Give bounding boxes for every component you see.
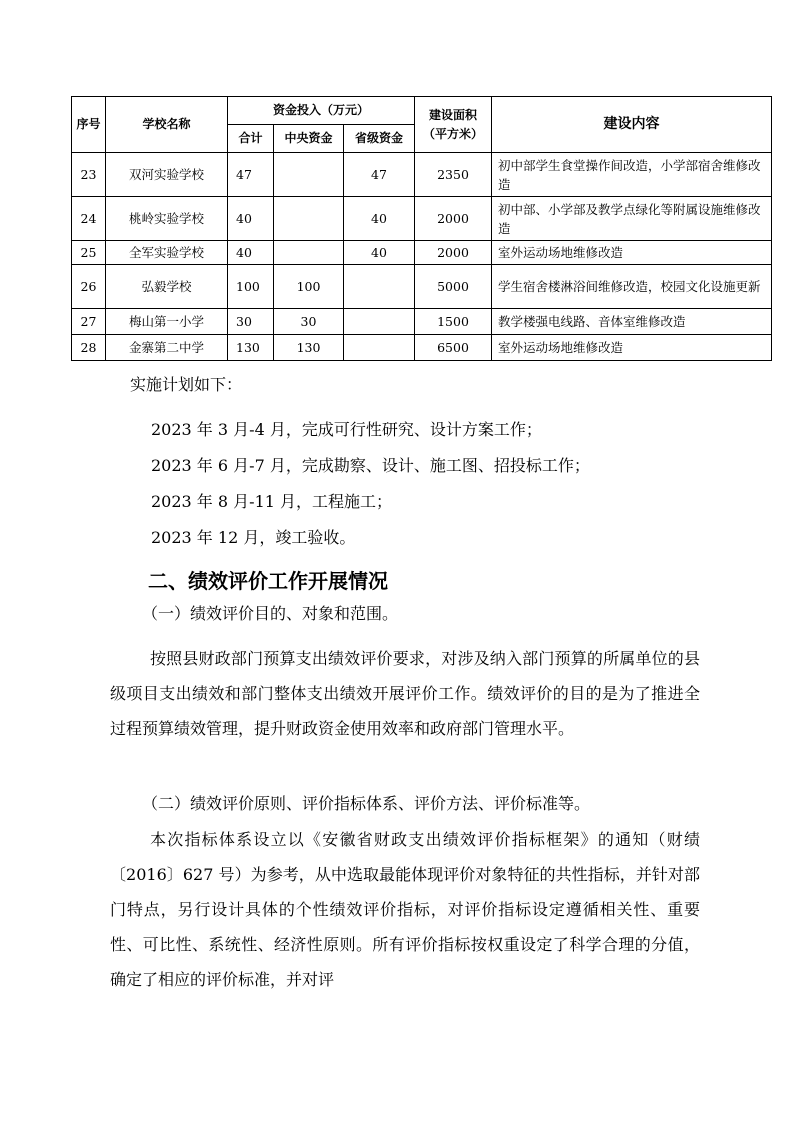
table-row <box>72 153 772 197</box>
table-row <box>72 241 772 265</box>
cell-provincial: 47 <box>344 153 415 197</box>
cell-school: 金寨第二中学 <box>106 335 228 361</box>
header-content: 建设内容 <box>492 97 772 153</box>
cell-no: 24 <box>72 197 106 241</box>
cell-no: 23 <box>72 153 106 197</box>
cell-total: 40 <box>228 241 274 265</box>
plan-item: 2023 年 6 月-7 月，完成勘察、设计、施工图、招投标工作； <box>151 456 590 475</box>
project-table <box>71 96 772 361</box>
cell-total: 40 <box>228 197 274 241</box>
table-row <box>72 197 772 241</box>
cell-total: 47 <box>228 153 274 197</box>
cell-provincial <box>344 335 415 361</box>
header-area: 建设面积（平方米） <box>415 97 492 153</box>
cell-content: 学生宿舍楼淋浴间维修改造，校园文化设施更新 <box>492 265 772 309</box>
cell-area: 1500 <box>415 309 492 335</box>
header-no: 序号 <box>72 97 106 153</box>
header-total: 合计 <box>228 125 274 153</box>
cell-school: 双河实验学校 <box>106 153 228 197</box>
cell-no: 26 <box>72 265 106 309</box>
table-row <box>72 309 772 335</box>
cell-no: 27 <box>72 309 106 335</box>
cell-content: 教学楼强电线路、音体室维修改造 <box>492 309 772 335</box>
plan-intro: 实施计划如下： <box>130 375 243 394</box>
paragraph-1: 按照县财政部门预算支出绩效评价要求，对涉及纳入部门预算的所属单位的县级项目支出绩效和部门整体支出绩效开展评价工作。绩效评价的目的是为了推进全过程预算绩效管理，提升财政资金使用效率和政府部门管理水平。 <box>110 649 700 738</box>
cell-content: 初中部、小学部及教学点绿化等附属设施维修改造 <box>492 197 772 241</box>
cell-area: 2000 <box>415 197 492 241</box>
subheading-1: （一）绩效评价目的、对象和范围。 <box>142 604 399 623</box>
cell-area: 5000 <box>415 265 492 309</box>
cell-provincial <box>344 265 415 309</box>
cell-content: 室外运动场地维修改造 <box>492 335 772 361</box>
cell-provincial: 40 <box>344 197 415 241</box>
header-central: 中央资金 <box>274 125 344 153</box>
table-row <box>72 335 772 361</box>
cell-central: 30 <box>274 309 344 335</box>
cell-area: 6500 <box>415 335 492 361</box>
cell-school: 梅山第一小学 <box>106 309 228 335</box>
cell-central: 130 <box>274 335 344 361</box>
paragraph-2: 本次指标体系设立以《安徽省财政支出绩效评价指标框架》的通知（财绩〔2016〕627 号）为参考，从中选取最能体现评价对象特征的共性指标，并针对部门特点，另行设计具体的个性绩效评价指标，对评价指标设定遵循相关性、重要性、可比性、系统性、经济性原则。所有评价指标按权重设定了科学合理的分值，确定了相应的评价标准，并对评 <box>110 830 700 989</box>
cell-central <box>274 153 344 197</box>
header-provincial: 省级资金 <box>344 125 415 153</box>
plan-item: 2023 年 12 月，竣工验收。 <box>151 528 356 547</box>
cell-central <box>274 197 344 241</box>
cell-provincial <box>344 309 415 335</box>
header-school: 学校名称 <box>106 97 228 153</box>
cell-provincial: 40 <box>344 241 415 265</box>
cell-total: 100 <box>228 265 274 309</box>
cell-school: 弘毅学校 <box>106 265 228 309</box>
cell-total: 130 <box>228 335 274 361</box>
cell-central: 100 <box>274 265 344 309</box>
cell-school: 全军实验学校 <box>106 241 228 265</box>
plan-item: 2023 年 3 月-4 月，完成可行性研究、设计方案工作； <box>151 420 542 439</box>
table-row <box>72 265 772 309</box>
cell-area: 2350 <box>415 153 492 197</box>
cell-no: 28 <box>72 335 106 361</box>
cell-no: 25 <box>72 241 106 265</box>
cell-central <box>274 241 344 265</box>
cell-area: 2000 <box>415 241 492 265</box>
section-heading: 二、绩效评价工作开展情况 <box>148 569 388 593</box>
cell-content: 初中部学生食堂操作间改造，小学部宿舍维修改造 <box>492 153 772 197</box>
cell-school: 桃岭实验学校 <box>106 197 228 241</box>
subheading-2: （二）绩效评价原则、评价指标体系、评价方法、评价标准等。 <box>142 794 591 813</box>
cell-total: 30 <box>228 309 274 335</box>
header-funds: 资金投入（万元） <box>228 97 415 125</box>
cell-content: 室外运动场地维修改造 <box>492 241 772 265</box>
plan-item: 2023 年 8 月-11 月，工程施工； <box>151 492 393 511</box>
